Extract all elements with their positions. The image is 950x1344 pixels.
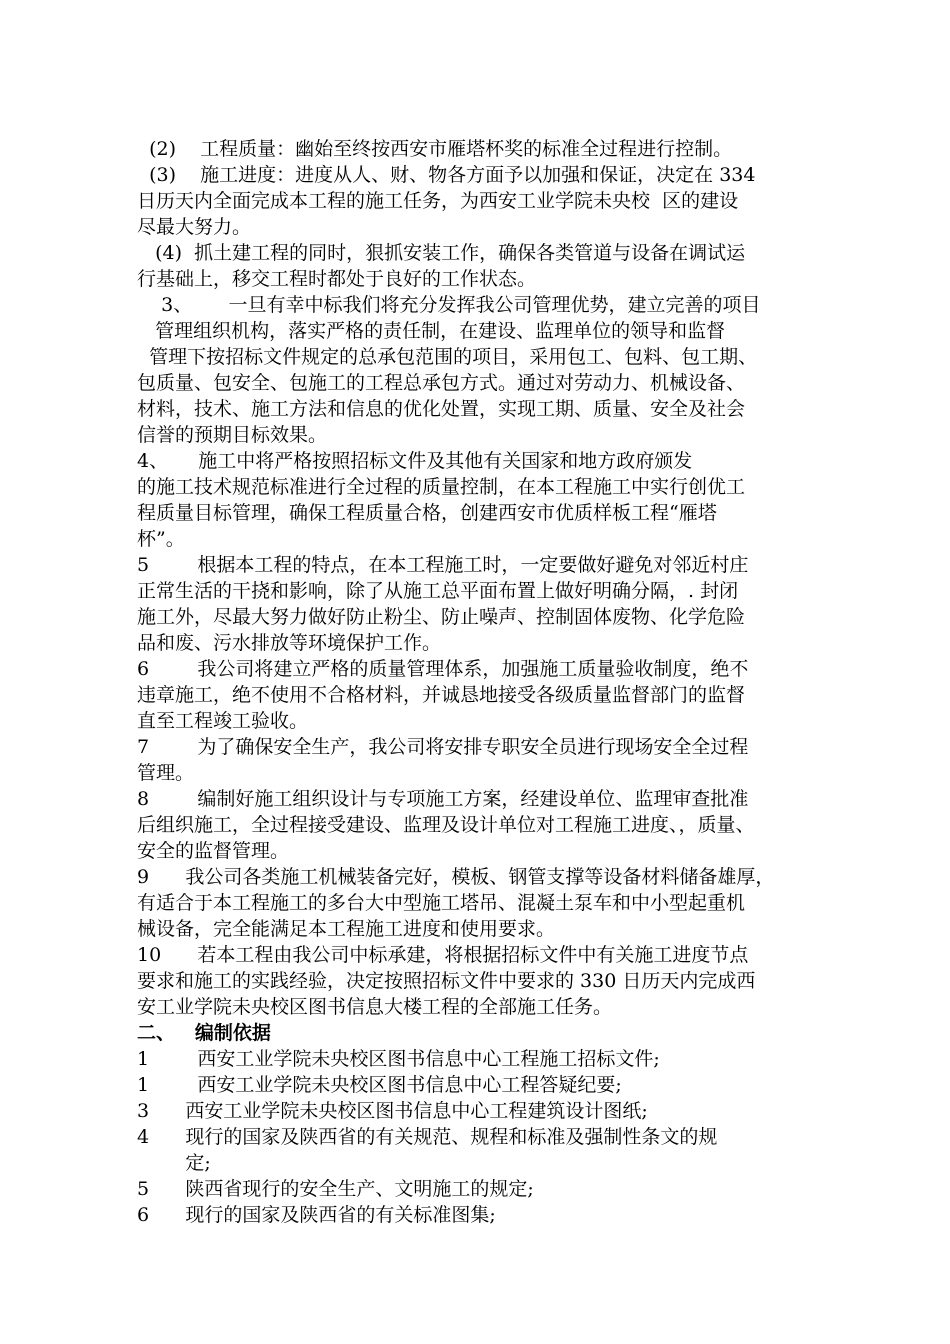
text-line: 7 为了确保安全生产，我公司将安排专职安全员进行现场安全全过程: [137, 736, 749, 758]
basis-item: 6 现行的国家及陕西省的有关标准图集;: [137, 1204, 496, 1226]
text-line: 3、 一旦有幸中标我们将充分发挥我公司管理优势，建立完善的项目: [137, 294, 761, 316]
text-line: 后组织施工，全过程接受建设、监理及设计单位对工程施工进度、，质量、: [137, 814, 755, 836]
text-line: 日历天内全面完成本工程的施工任务，为西安工业学院未央校 区的建设: [137, 190, 739, 212]
text-line: 正常生活的干挠和影响，除了从施工总平面布置上做好明确分隔，. 封闭: [137, 580, 739, 602]
text-line: 5 根据本工程的特点，在本工程施工时，一定要做好避免对邻近村庄: [137, 554, 749, 576]
basis-item: 定;: [137, 1152, 211, 1174]
text-line: (2) 工程质量：幽始至终按西安市雁塔杯奖的标准全过程进行控制。: [137, 138, 733, 160]
text-line: 程质量目标管理，确保工程质量合格，创建西安市优质样板工程“雁塔: [137, 502, 717, 524]
section-heading: 二、 编制依据: [137, 1022, 271, 1044]
text-line: 安全的监督管理。: [137, 840, 290, 862]
basis-item: 1 西安工业学院未央校区图书信息中心工程答疑纪要;: [137, 1074, 622, 1096]
text-line: 6 我公司将建立严格的质量管理体系，加强施工质量验收制度，绝不: [137, 658, 749, 680]
text-line: 施工外，尽最大努力做好防止粉尘、防止噪声、控制固体废物、化学危险: [137, 606, 746, 628]
text-line: 行基础上，移交工程时都处于良好的工作状态。: [137, 268, 537, 290]
text-line: 尽最大努力。: [137, 216, 252, 238]
text-line: (3) 施工进度：进度从人、财、物各方面予以加强和保证，决定在 334: [137, 164, 756, 186]
text-line: 的施工技术规范标准进行全过程的质量控制，在本工程施工中实行创优工: [137, 476, 746, 498]
basis-item: 4 现行的国家及陕西省的有关规范、规程和标准及强制性条文的规: [137, 1126, 718, 1148]
text-line: 8 编制好施工组织设计与专项施工方案，经建设单位、监理审查批准: [137, 788, 749, 810]
text-line: 有适合于本工程施工的多台大中型施工塔吊、混凝土泵车和中小型起重机: [137, 892, 746, 914]
text-line: 安工业学院未央校区图书信息大楼工程的全部施工任务。: [137, 996, 613, 1018]
text-line: 包质量、包安全、包施工的工程总承包方式。通过对劳动力、机械设备、: [137, 372, 746, 394]
text-line: 直至工程竣工验收。: [137, 710, 309, 732]
text-line: 管理下按招标文件规定的总承包范围的项目，采用包工、包料、包工期、: [137, 346, 758, 368]
text-line: 品和废、污水排放等环境保护工作。: [137, 632, 442, 654]
text-line: 信誉的预期目标效果。: [137, 424, 328, 446]
text-line: 4、 施工中将严格按照招标文件及其他有关国家和地方政府颁发: [137, 450, 693, 472]
text-line: 杯”。: [137, 528, 185, 550]
basis-item: 3 西安工业学院未央校区图书信息中心工程建筑设计图纸;: [137, 1100, 648, 1122]
text-line: (4) 抓土建工程的同时，狠抓安装工作，确保各类管道与设备在调试运: [137, 242, 746, 264]
text-line: 管理组织机构，落实严格的责任制，在建设、监理单位的领导和监督: [137, 320, 726, 342]
basis-item: 5 陕西省现行的安全生产、文明施工的规定;: [137, 1178, 534, 1200]
basis-item: 1 西安工业学院未央校区图书信息中心工程施工招标文件;: [137, 1048, 660, 1070]
text-line: 材料，技术、施工方法和信息的优化处置，实现工期、质量、安全及社会: [137, 398, 746, 420]
text-line: 9 我公司各类施工机械装备完好，模板、钢管支撑等设备材料储备雄厚，: [137, 866, 775, 888]
text-line: 10 若本工程由我公司中标承建，将根据招标文件中有关施工进度节点: [137, 944, 749, 966]
text-line: 违章施工，绝不使用不合格材料，并诚恳地接受各级质量监督部门的监督: [137, 684, 746, 706]
text-line: 要求和施工的实践经验，决定按照招标文件中要求的 330 日历天内完成西: [137, 970, 756, 992]
text-line: 管理。: [137, 762, 195, 784]
text-line: 械设备，完全能满足本工程施工进度和使用要求。: [137, 918, 556, 940]
